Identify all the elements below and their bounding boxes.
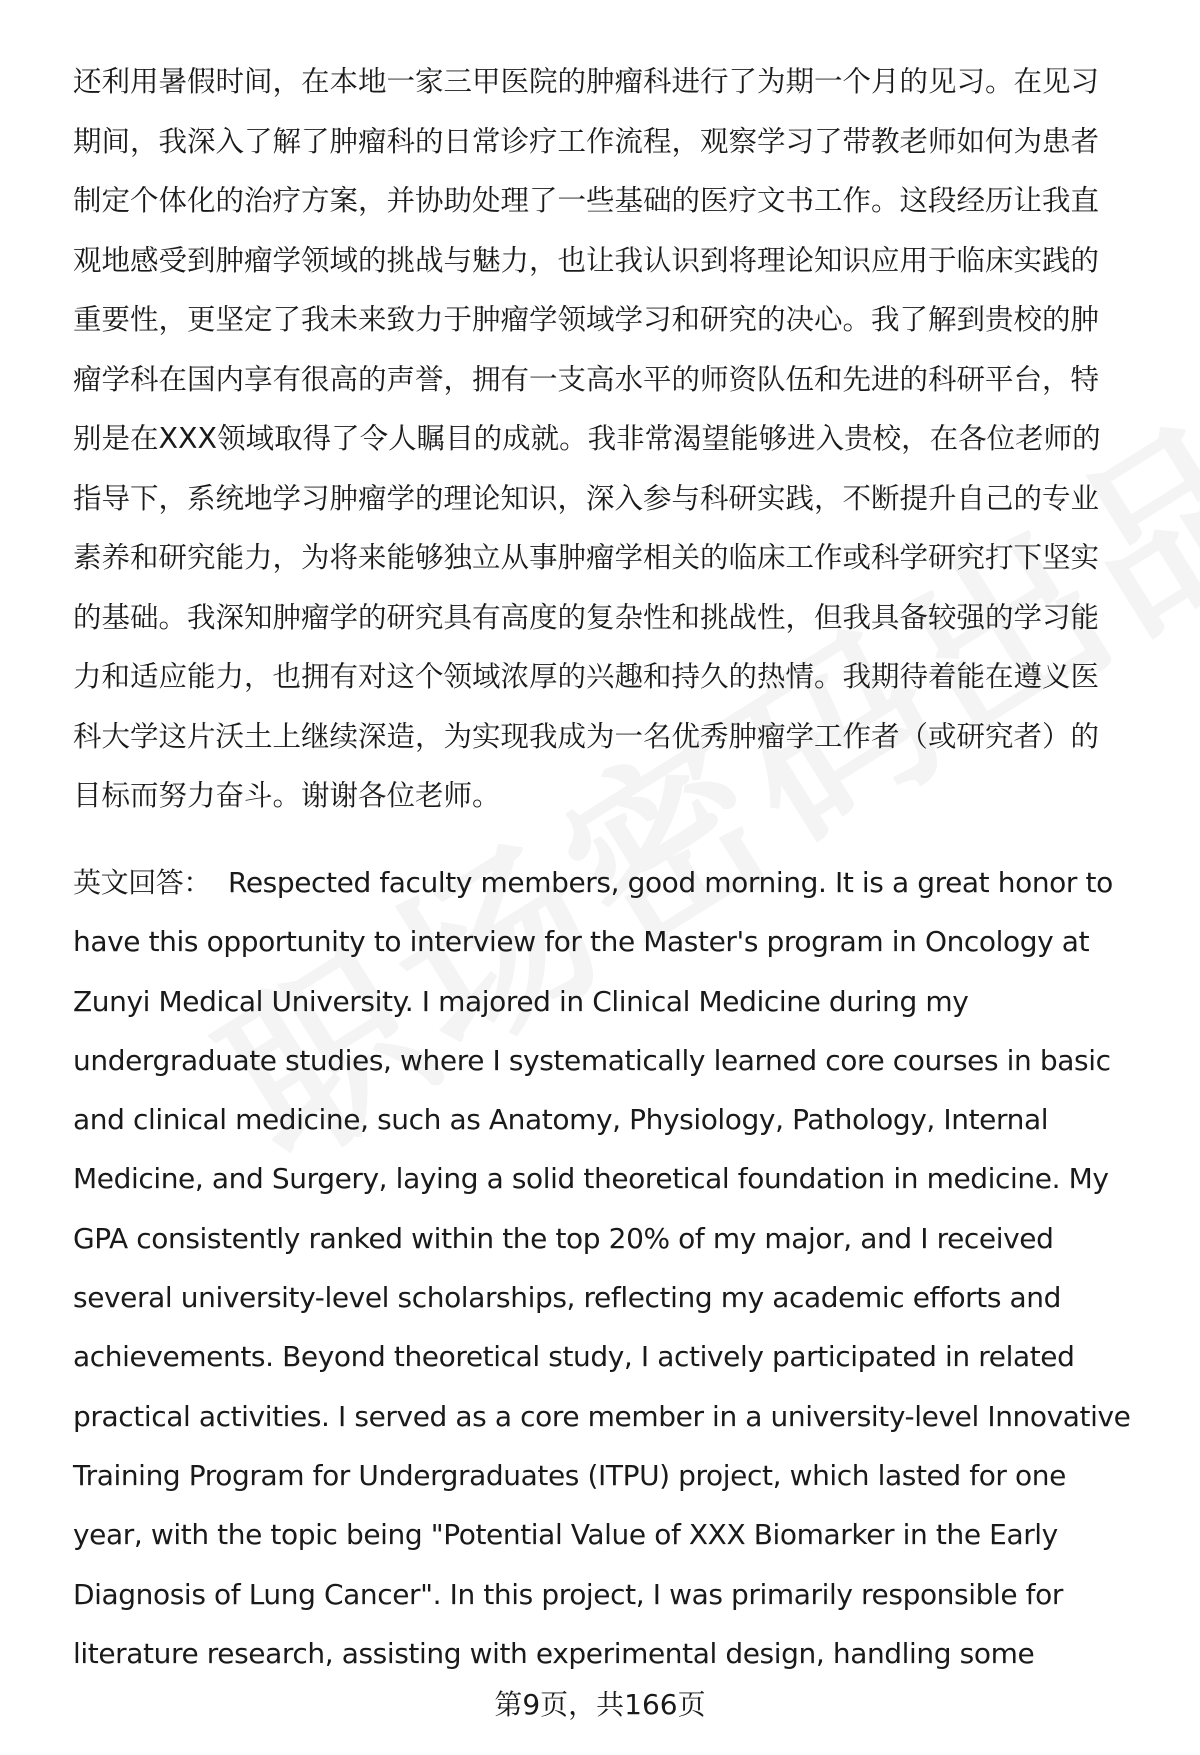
- paragraph-line: 还利用暑假时间，在本地一家三甲医院的肿瘤科进行了为期一个月的见习。在见习: [73, 65, 1100, 98]
- paragraph-line: 制定个体化的治疗方案，并协助处理了一些基础的医疗文书工作。这段经历让我直: [73, 184, 1100, 217]
- paragraph-line: 别是在XXX领域取得了令人瞩目的成就。我非常渴望能够进入贵校，在各位老师的: [73, 422, 1101, 455]
- answer-line: Medicine, and Surgery, laying a solid theoretical foundation in medicine. My: [73, 1162, 1109, 1196]
- paragraph-line: 瘤学科在国内享有很高的声誉，拥有一支高水平的师资队伍和先进的科研平台，特: [73, 362, 1100, 396]
- answer-line: Training Program for Undergraduates (ITPU) project, which lasted for one: [73, 1458, 1066, 1492]
- answer-first-line: [73, 853, 1153, 912]
- answer-line: several university-level scholarships, reflecting my academic efforts and: [73, 1281, 1062, 1315]
- answer-line: year, with the topic being "Potential Value of XXX Biomarker in the Early: [73, 1518, 1058, 1552]
- paragraph-line: 观地感受到肿瘤学领域的挑战与魅力，也让我认识到将理论知识应用于临床实践的: [73, 243, 1100, 277]
- answer-line: have this opportunity to interview for the Master's program in Oncology at: [73, 925, 1090, 959]
- paragraph-line: 期间，我深入了解了肿瘤科的日常诊疗工作流程，观察学习了带教老师如何为患者: [73, 124, 1100, 158]
- paragraph-line: 力和适应能力，也拥有对这个领域浓厚的兴趣和持久的热情。我期待着能在遵义医: [73, 660, 1100, 693]
- answer-line: literature research, assisting with experimental design, handling some: [73, 1636, 1035, 1670]
- page-indicator: 第9页，共166页: [494, 1688, 706, 1721]
- paragraph-line: 指导下，系统地学习肿瘤学的理论知识，深入参与科研实践，不断提升自己的专业: [73, 481, 1100, 515]
- answer-line: practical activities. I served as a core member in a university-level Innovative: [73, 1399, 1131, 1433]
- paragraph-line: 的基础。我深知肿瘤学的研究具有高度的复杂性和挑战性，但我具备较强的学习能: [73, 600, 1100, 634]
- paragraph-line: 目标而努力奋斗。谢谢各位老师。: [73, 779, 501, 812]
- answer-line: Diagnosis of Lung Cancer". In this project, I was primarily responsible for: [73, 1577, 1063, 1611]
- answer-line: Zunyi Medical University. I majored in Clinical Medicine during my: [73, 984, 969, 1018]
- answer-line: achievements. Beyond theoretical study, I actively participated in related: [73, 1340, 1075, 1374]
- paragraph-line: 重要性，更坚定了我未来致力于肿瘤学领域学习和研究的决心。我了解到贵校的肿: [73, 303, 1100, 336]
- paragraph-line: 科大学这片沃土上继续深造，为实现我成为一名优秀肿瘤学工作者（或研究者）的: [73, 719, 1100, 753]
- answer-line: undergraduate studies, where I systematically learned core courses in basic: [73, 1043, 1111, 1077]
- answer-line: and clinical medicine, such as Anatomy, Physiology, Pathology, Internal: [73, 1103, 1049, 1137]
- answer-first-text: Respected faculty members, good morning. It is a great honor to: [228, 866, 1113, 899]
- answer-label: 英文回答：: [73, 866, 212, 899]
- answer-line: GPA consistently ranked within the top 20% of my major, and I received: [73, 1221, 1054, 1255]
- english-answer: [73, 853, 1153, 1683]
- chinese-paragraph: [73, 52, 1148, 826]
- paragraph-line: 素养和研究能力，为将来能够独立从事肿瘤学相关的临床工作或科学研究打下坚实: [73, 541, 1100, 574]
